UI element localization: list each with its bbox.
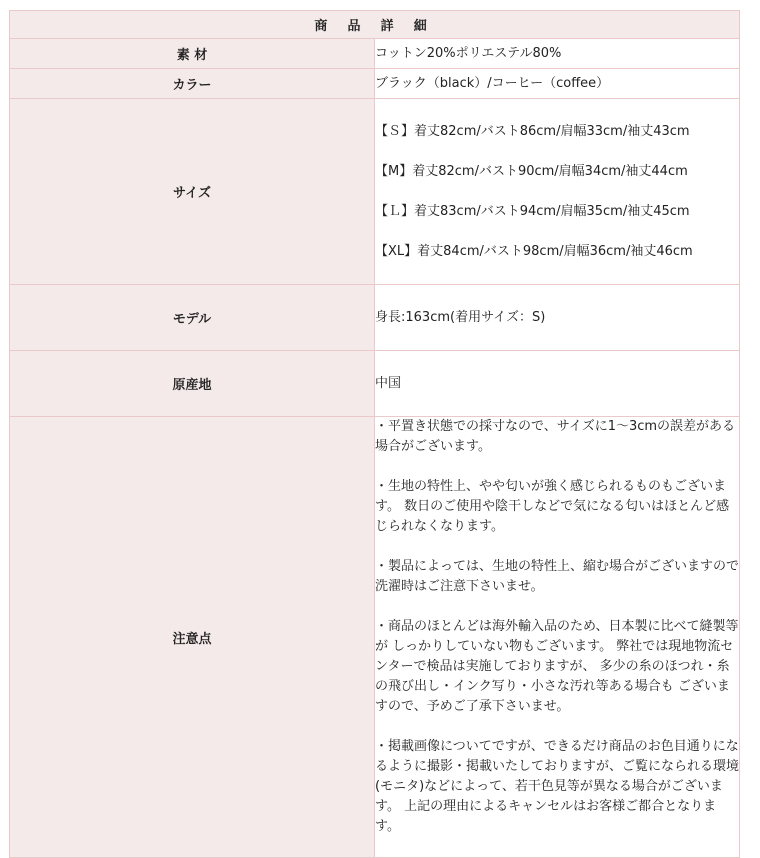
origin-label: 原産地 — [10, 351, 375, 417]
size-values — [375, 99, 740, 285]
size-line-m: 【M】着丈82cm/バスト90cm/肩幅34cm/袖丈44cm — [375, 163, 688, 179]
size-line-l: 【Ｌ】着丈83cm/バスト94cm/肩幅35cm/袖丈45cm — [375, 203, 690, 219]
notes-values — [375, 417, 740, 858]
size-label: サイズ — [10, 99, 375, 285]
model-label: モデル — [10, 285, 375, 351]
row-origin — [10, 351, 740, 417]
note-paragraph: ・生地の特性上、やや匂いが強く感じられるものもございます。 数日のご使用や陰干しなどで気になる匂いはほとんど感じられなくなります。 — [375, 479, 730, 534]
table-title: 商 品 詳 細 — [10, 11, 740, 39]
product-detail-table — [9, 10, 740, 858]
row-material — [10, 39, 740, 69]
notes-label: 注意点 — [10, 417, 375, 858]
note-paragraph: ・掲載画像についてですが、できるだけ商品のお色目通りになるように撮影・掲載いたしておりますが、ご覧になられる環境(モニタ)などによって、若干色見等が異なる場合がございます。 上記の理由によるキャンセルはお客様ご都合となります。 — [375, 739, 740, 834]
row-model — [10, 285, 740, 351]
material-label: 素 材 — [10, 39, 375, 69]
material-value: コットン20%ポリエステル80% — [375, 39, 740, 69]
color-label: カラー — [10, 69, 375, 99]
size-line-xl: 【XL】着丈84cm/バスト98cm/肩幅36cm/袖丈46cm — [375, 243, 693, 259]
note-paragraph: ・平置き状態での採寸なので、サイズに1～3cmの誤差がある場合がございます。 — [375, 419, 736, 454]
row-notes — [10, 417, 740, 858]
color-value: ブラック（black）/コーヒー（coffee） — [375, 69, 740, 99]
size-line-s: 【Ｓ】着丈82cm/バスト86cm/肩幅33cm/袖丈43cm — [375, 123, 690, 139]
model-value: 身長:163cm(着用サイズ：S) — [375, 285, 740, 351]
row-size — [10, 99, 740, 285]
origin-value: 中国 — [375, 351, 740, 417]
note-paragraph: ・商品のほとんどは海外輸入品のため、日本製に比べて縫製等が しっかりしていない物もございます。 弊社では現地物流センターで検品は実施しておりますが、 多少の糸のほつれ・糸の飛び出し・インク写り・小さな汚れ等ある場合も ございますので、予めご了承下さいませ。 — [375, 619, 739, 714]
row-color — [10, 69, 740, 99]
note-paragraph: ・製品によっては、生地の特性上、縮む場合がございますので洗濯時はご注意下さいませ。 — [375, 559, 740, 594]
